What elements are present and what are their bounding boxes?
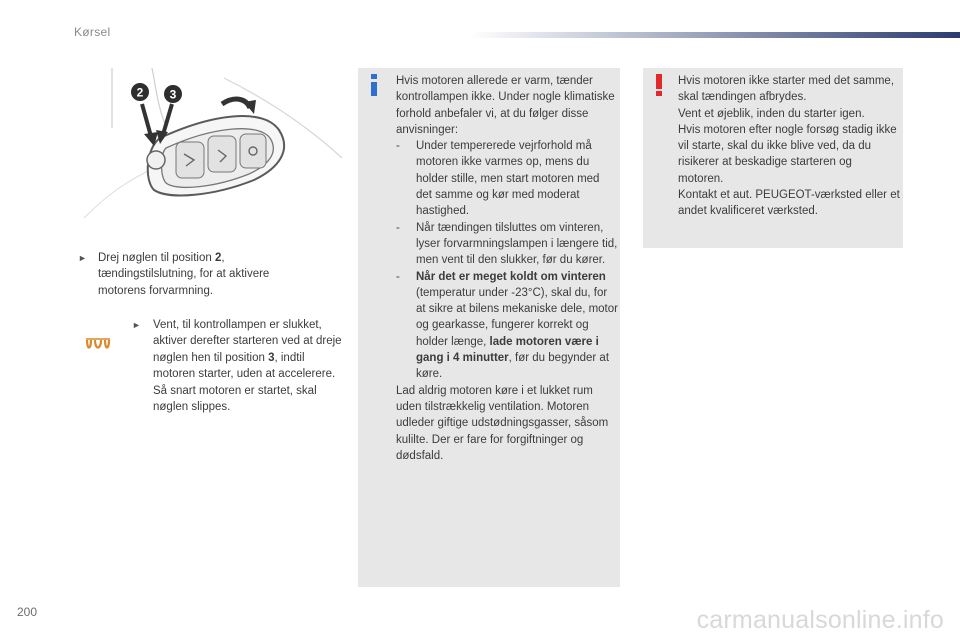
header-bar	[470, 32, 960, 38]
arrow-bullet-icon: ►	[132, 320, 141, 330]
step-start-engine: ► Vent, til kontrollampen er slukket, aktiver derefter starteren ved at dreje nøglen hen til position 3, indtil motoren starter, uden at accelerere. Så snart motoren er startet, skal nøglen slippes.	[132, 319, 342, 414]
info-item: - Under tempererede vejrforhold må motoren ikke varmes op, mens du holder stille, men start motoren med det samme og kør med moderat hastighed.	[396, 140, 600, 218]
watermark: carmanualsonline.info	[696, 606, 944, 634]
info-item: - Når det er meget koldt om vinteren (temperatur under -23°C), skal du, for at sikre at bilens mekaniske dele, motor og gearkasse, fungerer korrekt og holder længe, lade motoren være i gang i 4 minutter, før du begynder at køre.	[396, 270, 618, 381]
info-intro: Hvis motoren allerede er varm, tænder kontrollampen ikke. Under nogle klimatiske forhold anbefaler vi, at du følger disse anvisninger:	[396, 75, 615, 136]
info-text	[396, 73, 618, 464]
step-turn-key: ► Drej nøglen til position 2, tændingstilslutning, for at aktivere motorens forvarmning.	[78, 252, 270, 297]
label-position-2: 2	[136, 85, 144, 100]
page-number: 200	[17, 605, 38, 619]
section-title: Kørsel	[74, 25, 111, 39]
label-position-3: 3	[169, 87, 177, 102]
warning-text: Hvis motoren ikke starter med det samme, skal tændingen afbrydes. Vent et øjeblik, inden du starter igen. Hvis motoren efter nogle forsøg stadig ikke vil starte, skal du ikke blive ved, da du risikerer at beskadige starteren og motoren. Kontakt et aut. PEUGEOT-værksted eller et andet kvalificeret værksted.	[678, 75, 900, 218]
info-item: - Når tændingen tilsluttes om vinteren, lyser forvarmningslampen i længere tid, men vent til den slukker, før du kører.	[396, 221, 618, 267]
key-ignition-illustration	[74, 68, 344, 238]
warning-icon	[654, 74, 664, 96]
info-icon	[369, 74, 379, 96]
glow-plug-icon	[84, 336, 112, 354]
arrow-bullet-icon: ►	[78, 253, 87, 263]
info-outro: Lad aldrig motoren køre i et lukket rum uden tilstrækkelig ventilation. Motoren udleder giftige udstødningsgasser, såsom kulilte. Der er fare for forgiftninger og dødsfald.	[396, 384, 609, 462]
